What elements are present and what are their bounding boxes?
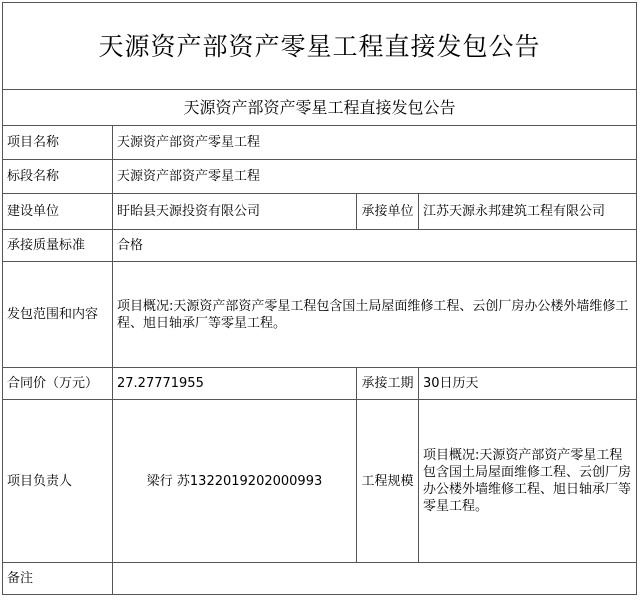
- row-manager: [3, 400, 637, 563]
- scale-value: 项目概况:天源资产部资产零星工程包含国土局屋面维修工程、云创厂房办公楼外墙维修工程、旭日轴承厂等零星工程。: [419, 400, 637, 563]
- row-quality: [3, 230, 637, 262]
- price-label: 合同价（万元）: [3, 368, 113, 400]
- contractor-value: 江苏天源永邦建筑工程有限公司: [419, 194, 637, 230]
- scale-label: 工程规模: [357, 400, 419, 563]
- row-price: [3, 368, 637, 400]
- row-scope: [3, 262, 637, 368]
- row-remark: [3, 563, 637, 595]
- manager-value: 梁行 苏1322019202000993: [113, 400, 357, 563]
- row-builder: [3, 194, 637, 230]
- price-value: 27.27771955: [113, 368, 357, 400]
- duration-value: 30日历天: [419, 368, 637, 400]
- remark-label: 备注: [3, 563, 113, 595]
- project-name-value: 天源资产部资产零星工程: [113, 126, 637, 160]
- builder-value: 盱眙县天源投资有限公司: [113, 194, 357, 230]
- scope-value: 项目概况:天源资产部资产零星工程包含国土局屋面维修工程、云创厂房办公楼外墙维修工程、旭日轴承厂等零星工程。: [113, 262, 637, 368]
- contractor-label: 承接单位: [357, 194, 419, 230]
- builder-label: 建设单位: [3, 194, 113, 230]
- manager-label: 项目负责人: [3, 400, 113, 563]
- quality-label: 承接质量标准: [3, 230, 113, 262]
- section-name-label: 标段名称: [3, 160, 113, 194]
- table-subtitle: 天源资产部资产零星工程直接发包公告: [3, 90, 637, 126]
- remark-value: [113, 563, 637, 595]
- scope-label: 发包范围和内容: [3, 262, 113, 368]
- project-name-label: 项目名称: [3, 126, 113, 160]
- duration-label: 承接工期: [357, 368, 419, 400]
- page-title: 天源资产部资产零星工程直接发包公告: [3, 3, 637, 90]
- section-name-value: 天源资产部资产零星工程: [113, 160, 637, 194]
- row-project-name: [3, 126, 637, 160]
- quality-value: 合格: [113, 230, 637, 262]
- row-section-name: [3, 160, 637, 194]
- notice-table: [2, 2, 637, 595]
